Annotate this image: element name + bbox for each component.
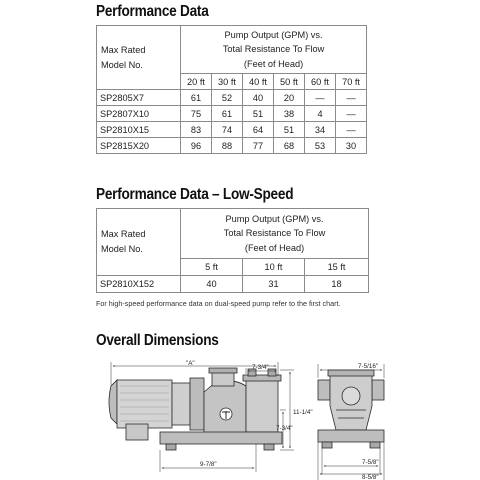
model-cell: SP2815X20 bbox=[97, 138, 181, 154]
column-header: 40 ft bbox=[243, 74, 274, 90]
value-cell: 74 bbox=[212, 122, 243, 138]
value-cell: — bbox=[336, 106, 367, 122]
model-header-line: Model No. bbox=[101, 244, 143, 254]
model-header-line: Model No. bbox=[101, 59, 143, 70]
overall-dimensions-title: Overall Dimensions bbox=[96, 332, 219, 349]
pump-side-view bbox=[109, 368, 282, 450]
value-cell: 34 bbox=[305, 122, 336, 138]
value-cell: 53 bbox=[305, 138, 336, 154]
performance-data-title: Performance Data bbox=[96, 3, 209, 20]
value-cell: 4 bbox=[305, 106, 336, 122]
value-cell: 96 bbox=[181, 138, 212, 154]
column-header: 20 ft bbox=[181, 74, 212, 90]
value-cell: 77 bbox=[243, 138, 274, 154]
model-cell: SP2810X152 bbox=[97, 276, 181, 293]
model-header-line: Max Rated bbox=[101, 44, 146, 55]
value-cell: 40 bbox=[243, 90, 274, 106]
pump-end-view bbox=[318, 370, 384, 448]
low-speed-note: For high-speed performance data on dual-speed pump refer to the first chart. bbox=[96, 299, 341, 308]
value-cell: 61 bbox=[181, 90, 212, 106]
low-speed-title: Performance Data – Low-Speed bbox=[96, 186, 294, 203]
column-header: 15 ft bbox=[305, 259, 369, 276]
value-cell: 61 bbox=[212, 106, 243, 122]
column-header: 30 ft bbox=[212, 74, 243, 90]
flow-header-line: Pump Output (GPM) vs. bbox=[224, 29, 323, 40]
value-cell: 20 bbox=[274, 90, 305, 106]
flow-header-line: (Feet of Head) bbox=[244, 242, 305, 253]
value-cell: 51 bbox=[274, 122, 305, 138]
value-cell: 64 bbox=[243, 122, 274, 138]
flow-header-line: Total Resistance To Flow bbox=[222, 44, 325, 55]
column-header: 50 ft bbox=[274, 74, 305, 90]
value-cell: — bbox=[336, 122, 367, 138]
model-cell: SP2807X10 bbox=[97, 106, 181, 122]
dim-end-base-outer-label: 8-5/8" bbox=[362, 474, 379, 480]
model-cell: SP2805X7 bbox=[97, 90, 181, 106]
value-cell: 88 bbox=[212, 138, 243, 154]
value-cell: — bbox=[305, 90, 336, 106]
flow-header-line: (Feet of Head) bbox=[243, 58, 304, 69]
value-cell: 83 bbox=[181, 122, 212, 138]
dim-a-label: "A" bbox=[186, 360, 195, 367]
dim-top-width-label: 7-3/4" bbox=[252, 364, 269, 371]
column-header: 60 ft bbox=[305, 74, 336, 90]
dim-end-base-inner-label: 7-5/8" bbox=[362, 459, 379, 466]
value-cell: 18 bbox=[305, 276, 369, 293]
value-cell: 68 bbox=[274, 138, 305, 154]
column-header: 70 ft bbox=[336, 74, 367, 90]
model-header-line: Max Rated bbox=[101, 229, 146, 239]
value-cell: 38 bbox=[274, 106, 305, 122]
value-cell: 51 bbox=[243, 106, 274, 122]
value-cell: 31 bbox=[243, 276, 305, 293]
dim-end-top-label: 7-5/16" bbox=[358, 363, 379, 370]
dim-base-length-label: 9-7/8" bbox=[200, 461, 217, 468]
value-cell: 52 bbox=[212, 90, 243, 106]
dim-mid-height-label: 7-3/4" bbox=[276, 425, 293, 432]
value-cell: 30 bbox=[336, 138, 367, 154]
model-cell: SP2810X15 bbox=[97, 122, 181, 138]
flow-header-line: Pump Output (GPM) vs. bbox=[225, 213, 324, 224]
value-cell: 75 bbox=[181, 106, 212, 122]
flow-header-line: Total Resistance To Flow bbox=[223, 228, 326, 239]
column-header: 10 ft bbox=[243, 259, 305, 276]
value-cell: 40 bbox=[181, 276, 243, 293]
value-cell: — bbox=[336, 90, 367, 106]
column-header: 5 ft bbox=[181, 259, 243, 276]
dim-total-height-label: 11-1/4" bbox=[293, 409, 313, 416]
